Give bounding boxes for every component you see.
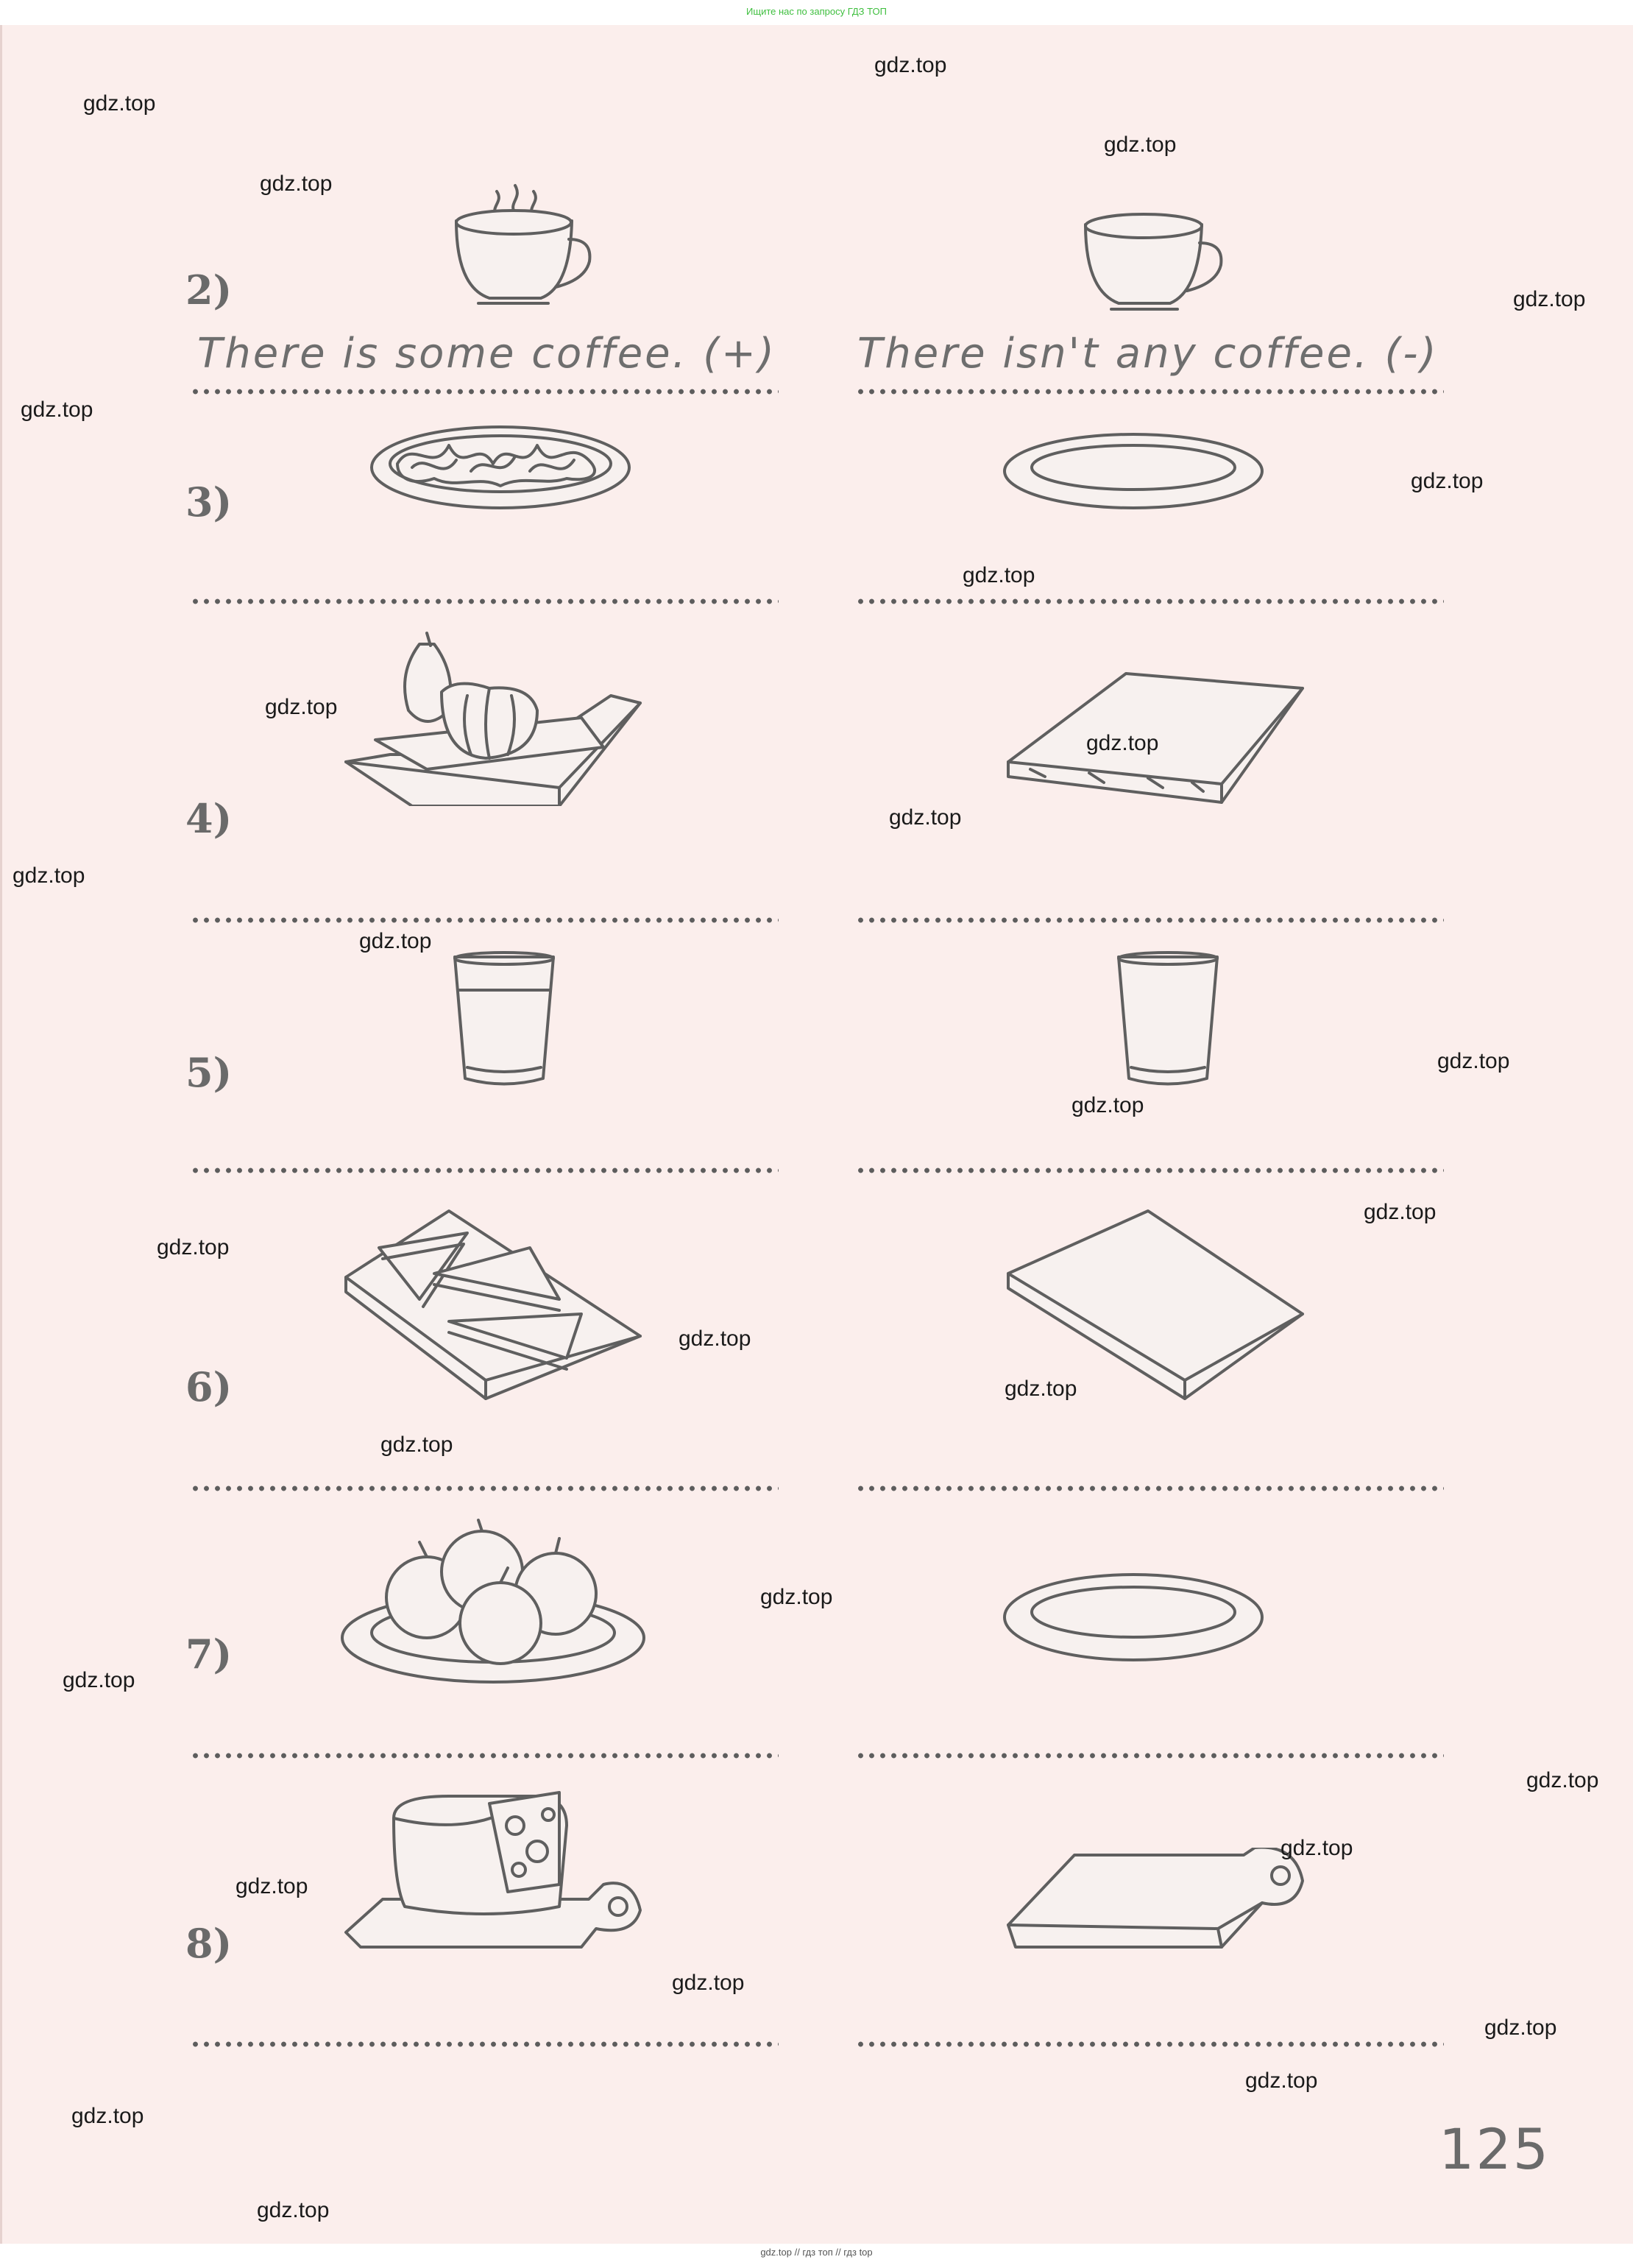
watermark[interactable]: gdz.top bbox=[235, 1874, 308, 1898]
spaghetti-plate-icon bbox=[368, 423, 633, 512]
watermark[interactable]: gdz.top bbox=[963, 563, 1035, 587]
answer-line[interactable] bbox=[190, 2041, 779, 2048]
exercise-number: 2) bbox=[185, 266, 233, 314]
apples-on-plate-icon bbox=[339, 1516, 648, 1686]
garlic-on-board-icon bbox=[339, 629, 648, 806]
watermark[interactable]: gdz.top bbox=[1513, 287, 1586, 311]
watermark[interactable]: gdz.top bbox=[257, 2198, 330, 2222]
watermark[interactable]: gdz.top bbox=[13, 863, 85, 888]
empty-plate-icon bbox=[1001, 1572, 1266, 1664]
empty-glass-icon bbox=[1113, 950, 1223, 1089]
watermark[interactable]: gdz.top bbox=[1005, 1377, 1077, 1401]
answer-line[interactable] bbox=[855, 1485, 1444, 1492]
sandwiches-on-board-icon bbox=[339, 1204, 648, 1402]
exercise-number: 5) bbox=[185, 1049, 233, 1096]
watermark[interactable]: gdz.top bbox=[1364, 1200, 1437, 1224]
watermark[interactable]: gdz.top bbox=[889, 805, 962, 830]
answer-line[interactable] bbox=[855, 2041, 1444, 2048]
watermark[interactable]: gdz.top bbox=[157, 1235, 230, 1260]
answer-line[interactable] bbox=[190, 598, 779, 605]
answer-line[interactable] bbox=[190, 388, 779, 395]
watermark[interactable]: gdz.top bbox=[1086, 731, 1159, 755]
empty-cup-icon bbox=[1078, 206, 1225, 317]
watermark[interactable]: gdz.top bbox=[83, 91, 156, 116]
answer-line[interactable] bbox=[855, 388, 1444, 395]
page-number: 125 bbox=[1439, 2116, 1551, 2182]
top-banner[interactable]: Ищите нас по запросу ГДЗ ТОП bbox=[746, 6, 887, 17]
watermark[interactable]: gdz.top bbox=[1526, 1768, 1599, 1792]
answer-line[interactable] bbox=[855, 1167, 1444, 1174]
coffee-cup-with-steam-icon bbox=[445, 177, 592, 309]
watermark[interactable]: gdz.top bbox=[874, 53, 947, 77]
empty-board-icon bbox=[1001, 1204, 1310, 1402]
answer-line[interactable] bbox=[855, 598, 1444, 605]
watermark[interactable]: gdz.top bbox=[679, 1326, 751, 1351]
watermark[interactable]: gdz.top bbox=[260, 172, 333, 196]
watermark[interactable]: gdz.top bbox=[760, 1585, 833, 1609]
answer-line[interactable] bbox=[190, 1752, 779, 1759]
answer-line[interactable] bbox=[190, 1167, 779, 1174]
exercise-number: 3) bbox=[185, 478, 233, 526]
watermark[interactable]: gdz.top bbox=[1484, 2016, 1557, 2040]
watermark[interactable]: gdz.top bbox=[1245, 2069, 1318, 2093]
watermark[interactable]: gdz.top bbox=[1411, 469, 1484, 493]
watermark[interactable]: gdz.top bbox=[265, 695, 338, 719]
answer-line[interactable] bbox=[190, 1485, 779, 1492]
answer-line[interactable] bbox=[855, 1752, 1444, 1759]
watermark[interactable]: gdz.top bbox=[21, 398, 93, 422]
glass-of-juice-icon bbox=[449, 950, 559, 1089]
watermark[interactable]: gdz.top bbox=[1280, 1836, 1353, 1860]
exercise-number: 6) bbox=[185, 1363, 233, 1410]
answer-positive: There is some coffee. (+) bbox=[197, 330, 776, 378]
watermark[interactable]: gdz.top bbox=[672, 1971, 745, 1995]
watermark[interactable]: gdz.top bbox=[1437, 1049, 1510, 1073]
watermark[interactable]: gdz.top bbox=[63, 1668, 135, 1692]
exercise-number: 4) bbox=[185, 795, 233, 842]
answer-negative: There isn't any coffee. (-) bbox=[857, 330, 1439, 378]
cheese-on-board-icon bbox=[339, 1789, 648, 1958]
answer-line[interactable] bbox=[190, 916, 779, 924]
watermark[interactable]: gdz.top bbox=[1071, 1093, 1144, 1117]
empty-plate-icon bbox=[1001, 431, 1266, 512]
watermark[interactable]: gdz.top bbox=[359, 929, 432, 953]
answer-line[interactable] bbox=[855, 916, 1444, 924]
watermark[interactable]: gdz.top bbox=[380, 1432, 453, 1457]
watermark[interactable]: gdz.top bbox=[71, 2104, 144, 2128]
bottom-banner[interactable]: gdz.top // гдз топ // гдз top bbox=[760, 2247, 873, 2258]
watermark[interactable]: gdz.top bbox=[1104, 133, 1177, 157]
exercise-number: 7) bbox=[185, 1631, 233, 1678]
empty-cutting-board-icon bbox=[1001, 1848, 1310, 1951]
exercise-number: 8) bbox=[185, 1920, 233, 1967]
